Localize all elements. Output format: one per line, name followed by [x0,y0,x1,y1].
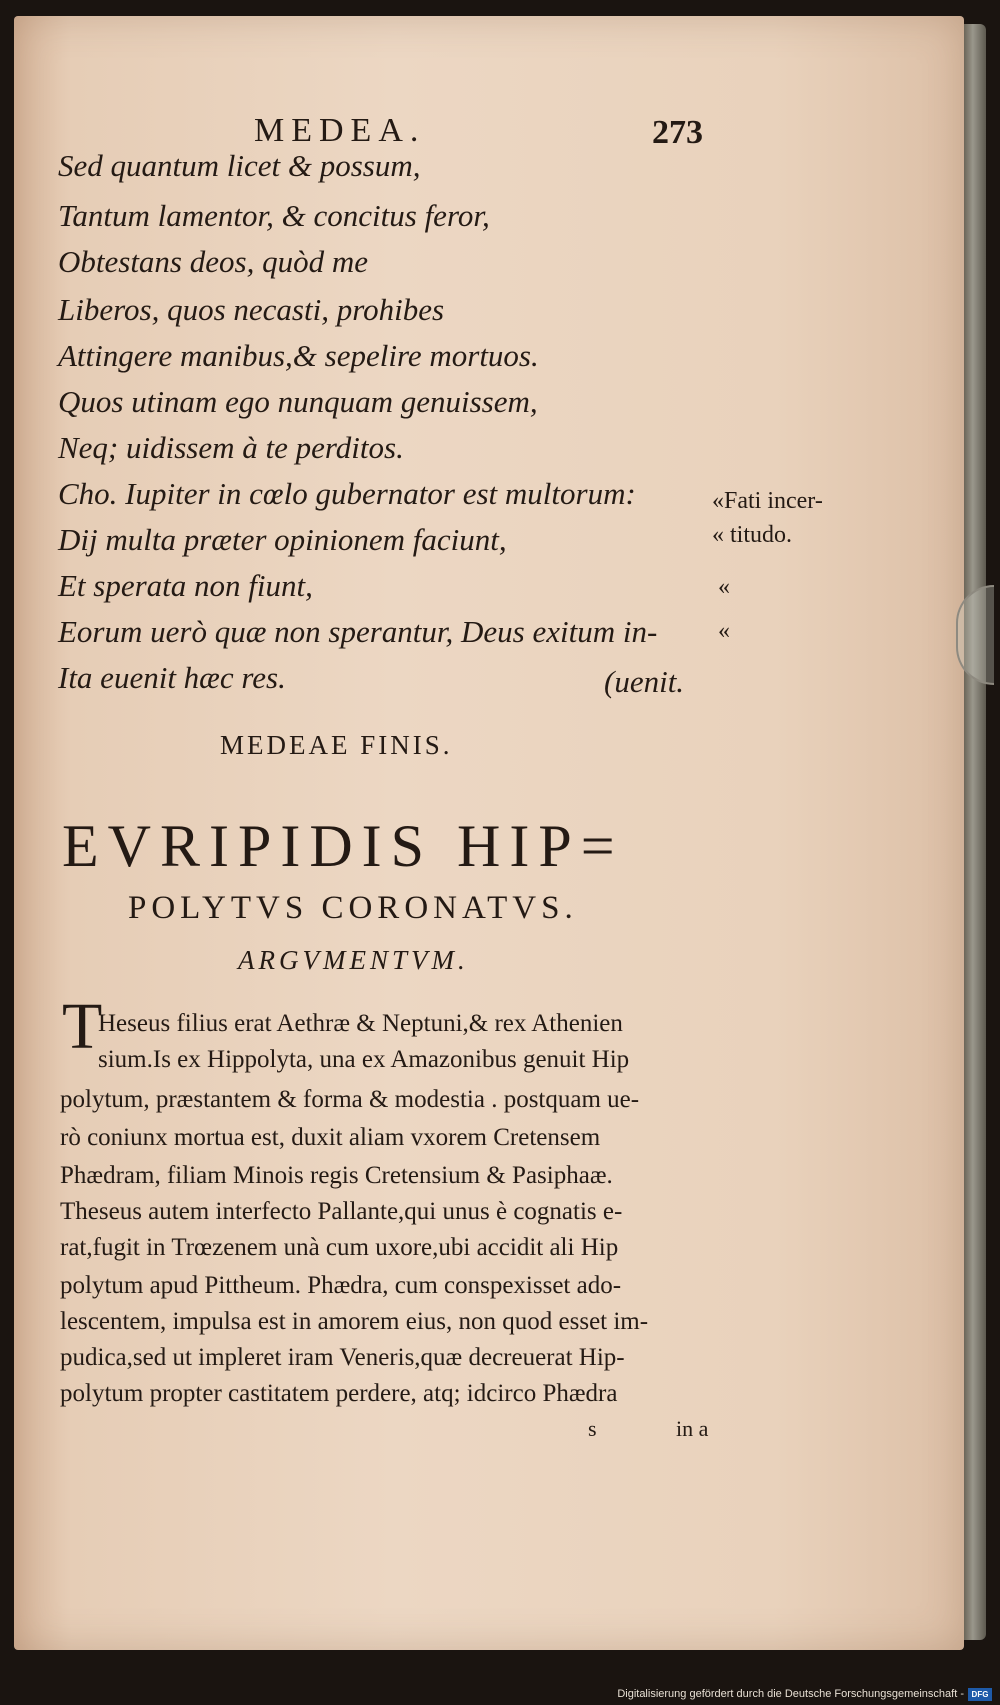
verse-line: Et sperata non fiunt, [58,568,313,603]
verse-continuation: (uenit. [604,664,685,699]
verse-line: Eorum uerò quæ non sperantur, Deus exitum in- [58,614,658,649]
running-title: MEDEA. [254,112,426,149]
argument-line: rat,fugit in Trœzenem unà cum uxore,ubi accidit ali Hip [60,1234,619,1261]
argument-line: polytum apud Pittheum. Phædra, cum conspexisset ado- [60,1272,622,1299]
verse-line: Quos utinam ego nunquam genuissem, [58,384,538,419]
argument-line: sium.Is ex Hippolyta, una ex Amazonibus genuit Hip [98,1046,630,1073]
margin-note: «Fati incer- [712,488,823,514]
page-number: 273 [652,114,703,151]
argument-heading: ARGVMENTVM. [238,945,469,975]
argument-line: rò coniunx mortua est, duxit aliam vxorem Cretensem [60,1124,601,1151]
drop-cap: T [62,990,103,1063]
argument-line: Phædram, filiam Minois regis Cretensium & Pasiphaæ. [60,1162,613,1189]
dfg-logo: DFG [968,1688,992,1701]
margin-note: « [718,574,730,600]
argument-line: Theseus autem interfecto Pallante,qui unus è cognatis e- [60,1198,623,1225]
verse-line: Tantum lamentor, & concitus feror, [58,198,490,233]
argument-line: Heseus filius erat Aethræ & Neptuni,& rex Athenien [98,1010,623,1037]
verse-line: Liberos, quos necasti, prohibes [58,292,445,327]
verse-line: Obtestans deos, quòd me [58,244,368,279]
verse-line: Attingere manibus,& sepelire mortuos. [58,338,539,373]
play-title: EVRIPIDIS HIP= [62,813,624,879]
verse-line: Sed quantum licet & possum, [58,148,421,183]
page-edge [964,24,986,1640]
margin-note: « titudo. [712,522,793,548]
verse-line: Cho. Iupiter in cœlo gubernator est multorum: [58,476,636,511]
argument-line: polytum propter castitatem perdere, atq; idcirco Phædra [60,1380,618,1407]
finis-line: MEDEAE FINIS. [220,730,453,760]
verse-line: Ita euenit hæc res. [58,660,286,695]
verse-line: Neq; uidissem à te perditos. [58,430,404,465]
play-subtitle: POLYTVS CORONATVS. [128,890,578,926]
digitization-credit: Digitalisierung gefördert durch die Deutsche Forschungsgemeinschaft - [617,1688,964,1700]
argument-line: pudica,sed ut impleret iram Veneris,quæ decreuerat Hip- [60,1344,625,1371]
argument-line: lescentem, impulsa est in amorem eius, non quod esset im- [60,1308,649,1335]
argument-line: polytum, præstantem & forma & modestia . postquam ue- [60,1086,640,1113]
catchword: in a [676,1416,709,1441]
verse-line: Dij multa præter opinionem faciunt, [58,522,507,557]
signature-mark: s [588,1416,597,1441]
margin-note: « [718,618,730,644]
